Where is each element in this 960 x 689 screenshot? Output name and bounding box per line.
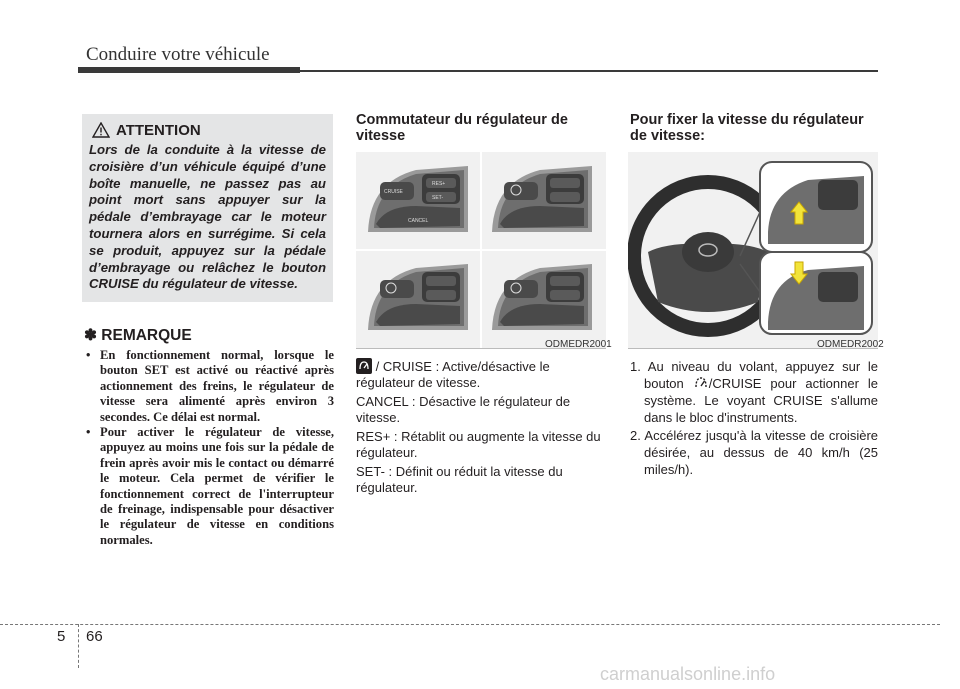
def-key: SET- : — [356, 464, 393, 479]
res-label: RES+ — [432, 181, 446, 187]
step-item — [630, 427, 878, 478]
remark-list — [86, 348, 334, 548]
attention-heading — [92, 122, 201, 139]
def-text: Rétablit ou augmente la vitesse du régulateur. — [356, 429, 601, 460]
footer-divider — [78, 624, 79, 668]
switch-section-title: Commutateur du régulateur de vitesse — [356, 112, 568, 144]
def-cruise — [356, 358, 606, 391]
def-key: CANCEL : — [356, 394, 416, 409]
switch-figure-code: ODMEDR2001 — [545, 339, 612, 350]
attention-body: Lors de la conduite à la vitesse de croisière d’un véhicule équipé d’une boîte manuelle, ne passez pas au point mort sans appuyer sur la pédale d’embrayage car le moteur tournera alors en surrégime. Si cela se produit, appuyez sur la pédale d’embrayage ou relâchez le bouton CRUISE du régulateur de vitesse. — [89, 142, 326, 292]
page-header-title: Conduire votre véhicule — [86, 44, 270, 65]
def-text: Définit ou réduit la vitesse du régulateur. — [356, 464, 563, 495]
def-key: / CRUISE : — [375, 359, 440, 374]
def-set — [356, 464, 606, 496]
cancel-label: CANCEL — [408, 218, 429, 224]
switch-figure — [356, 152, 606, 349]
def-cancel — [356, 394, 606, 426]
def-key: RES+ : — [356, 429, 398, 444]
remark-item: • Pour activer le régulateur de vitesse, appuyez au moins une fois sur la pédale de frein après avoir mis le contact ou démarré le moteur. Cela permet de vérifier le fonctionnement correct de l'interrupteur de freinage, indispensable pour désactiver le régulateur de vitesse en conditions normales. — [86, 425, 334, 548]
footer-rule — [0, 624, 940, 625]
def-text: Désactive le régulateur de vitesse. — [356, 394, 571, 425]
set-section-title: Pour fixer la vitesse du régulateur de vitesse: — [630, 112, 864, 144]
steering-wheel-illustration — [628, 152, 878, 348]
page-number: 66 — [86, 628, 103, 645]
def-res — [356, 429, 606, 461]
cruise-label: CRUISE — [384, 189, 403, 195]
steering-wheel-figure — [628, 152, 878, 349]
wheel-figure-code: ODMEDR2002 — [817, 339, 884, 350]
warning-triangle-icon — [92, 122, 110, 138]
cruise-button-icon — [356, 358, 372, 374]
remark-title: ✽ REMARQUE — [84, 327, 192, 344]
step-text: 1. Au niveau du volant, appuyez sur le bouton — [630, 359, 878, 391]
switch-definitions — [356, 358, 606, 499]
step-text: 2. Accélérez jusqu'à la vitesse de croisière désirée, au dessus de 40 km/h (25 miles/h). — [630, 428, 878, 477]
step-item — [630, 358, 878, 426]
header-bar — [78, 67, 300, 73]
watermark: carmanualsonline.info — [600, 664, 776, 684]
chapter-number: 5 — [57, 628, 66, 645]
cruise-symbol-icon — [693, 375, 709, 391]
set-label: SET- — [432, 195, 444, 201]
remark-item: • En fonctionnement normal, lorsque le bouton SET est activé ou réactivé après actionnement des freins, le régulateur de vitesse sera alimenté après environ 3 secondes. Ce délai est normal. — [86, 348, 334, 425]
header-rule — [300, 70, 878, 72]
steering-switch-illustration — [356, 152, 606, 348]
def-text: Active/désactive le régulateur de vitesse. — [356, 359, 550, 390]
set-steps — [630, 358, 878, 479]
step-text: /CRUISE pour actionner le système. Le voyant CRUISE s'allume dans le bloc d'instruments. — [644, 376, 878, 425]
attention-title: ATTENTION — [116, 122, 201, 139]
